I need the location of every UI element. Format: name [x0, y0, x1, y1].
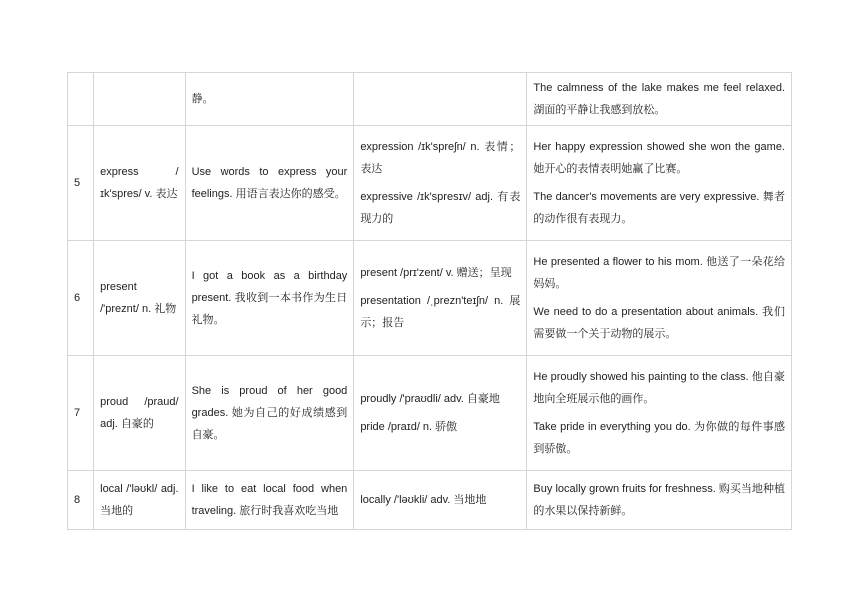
extended-examples-cell — [527, 126, 792, 241]
extended-examples-cell — [527, 241, 792, 356]
derivatives-cell — [354, 471, 527, 530]
derivative-text: present /prɪ'zent/ v. 赠送；呈现 — [360, 267, 512, 279]
vocabulary-table — [67, 72, 792, 530]
example-cell — [185, 356, 354, 471]
number-cell: 5 — [68, 126, 94, 241]
example-text: 静。 — [191, 93, 214, 105]
table-row — [68, 126, 792, 241]
derivative-text: expressive /ɪk'spresɪv/ adj. 有表现力的 — [360, 191, 521, 225]
word-cell — [94, 73, 185, 126]
example-cell — [185, 73, 354, 126]
extended-example-text: The calmness of the lake makes me feel relaxed. 湖面的平静让我感到放松。 — [533, 82, 785, 116]
derivatives-cell — [354, 126, 527, 241]
table-row — [68, 241, 792, 356]
table-row-continued — [68, 73, 792, 126]
derivatives-cell — [354, 356, 527, 471]
word-cell — [94, 356, 185, 471]
derivatives-cell — [354, 241, 527, 356]
extended-example-text: He presented a flower to his mom. 他送了一朵花给妈妈。 — [533, 256, 785, 290]
derivative-text: expression /ɪk'spreʃn/ n. 表情；表达 — [360, 141, 521, 175]
word-cell — [94, 241, 185, 356]
derivative-text: pride /praɪd/ n. 骄傲 — [360, 421, 458, 433]
table-row — [68, 471, 792, 530]
example-text: I got a book as a birthday present. 我收到一本书作为生日礼物。 — [191, 270, 348, 326]
example-cell — [185, 471, 354, 530]
extended-example-text: Buy locally grown fruits for freshness. 购买当地种植的水果以保持新鲜。 — [533, 483, 785, 517]
example-text: Use words to express your feelings. 用语言表达你的感受。 — [191, 166, 348, 200]
number-cell: 7 — [68, 356, 94, 471]
derivatives-cell — [354, 73, 527, 126]
word-text: proud /praud/ adj. 自豪的 — [100, 396, 179, 430]
extended-example-text: He proudly showed his painting to the class. 他自豪地向全班展示他的画作。 — [533, 371, 785, 405]
table-row — [68, 356, 792, 471]
extended-examples-cell — [527, 73, 792, 126]
word-cell — [94, 126, 185, 241]
derivative-text: proudly /'praʊdli/ adv. 自豪地 — [360, 393, 500, 405]
example-cell — [185, 241, 354, 356]
extended-example-text: Her happy expression showed she won the game. 她开心的表情表明她赢了比赛。 — [533, 141, 785, 175]
extended-example-text: The dancer's movements are very expressive. 舞者的动作很有表现力。 — [533, 191, 785, 225]
word-cell — [94, 471, 185, 530]
extended-examples-cell — [527, 356, 792, 471]
number-cell: 8 — [68, 471, 94, 530]
example-text: I like to eat local food when traveling. 旅行时我喜欢吃当地 — [191, 483, 348, 517]
word-text: local /'ləʊkl/ adj. 当地的 — [100, 483, 179, 517]
word-text: express /ɪk'spres/ v. 表达 — [100, 166, 179, 200]
extended-examples-cell — [527, 471, 792, 530]
derivative-text: locally /'ləʊkli/ adv. 当地地 — [360, 494, 487, 506]
example-cell — [185, 126, 354, 241]
number-cell: 6 — [68, 241, 94, 356]
extended-example-text: We need to do a presentation about animals. 我们需要做一个关于动物的展示。 — [533, 306, 785, 340]
number-cell — [68, 73, 94, 126]
example-text: She is proud of her good grades. 她为自己的好成绩感到自豪。 — [191, 385, 348, 441]
derivative-text: presentation /ˌprezn'teɪʃn/ n. 展示；报告 — [360, 295, 521, 329]
extended-example-text: Take pride in everything you do. 为你做的每件事感到骄傲。 — [533, 421, 785, 455]
word-text: present /'preznt/ n. 礼物 — [100, 281, 177, 315]
